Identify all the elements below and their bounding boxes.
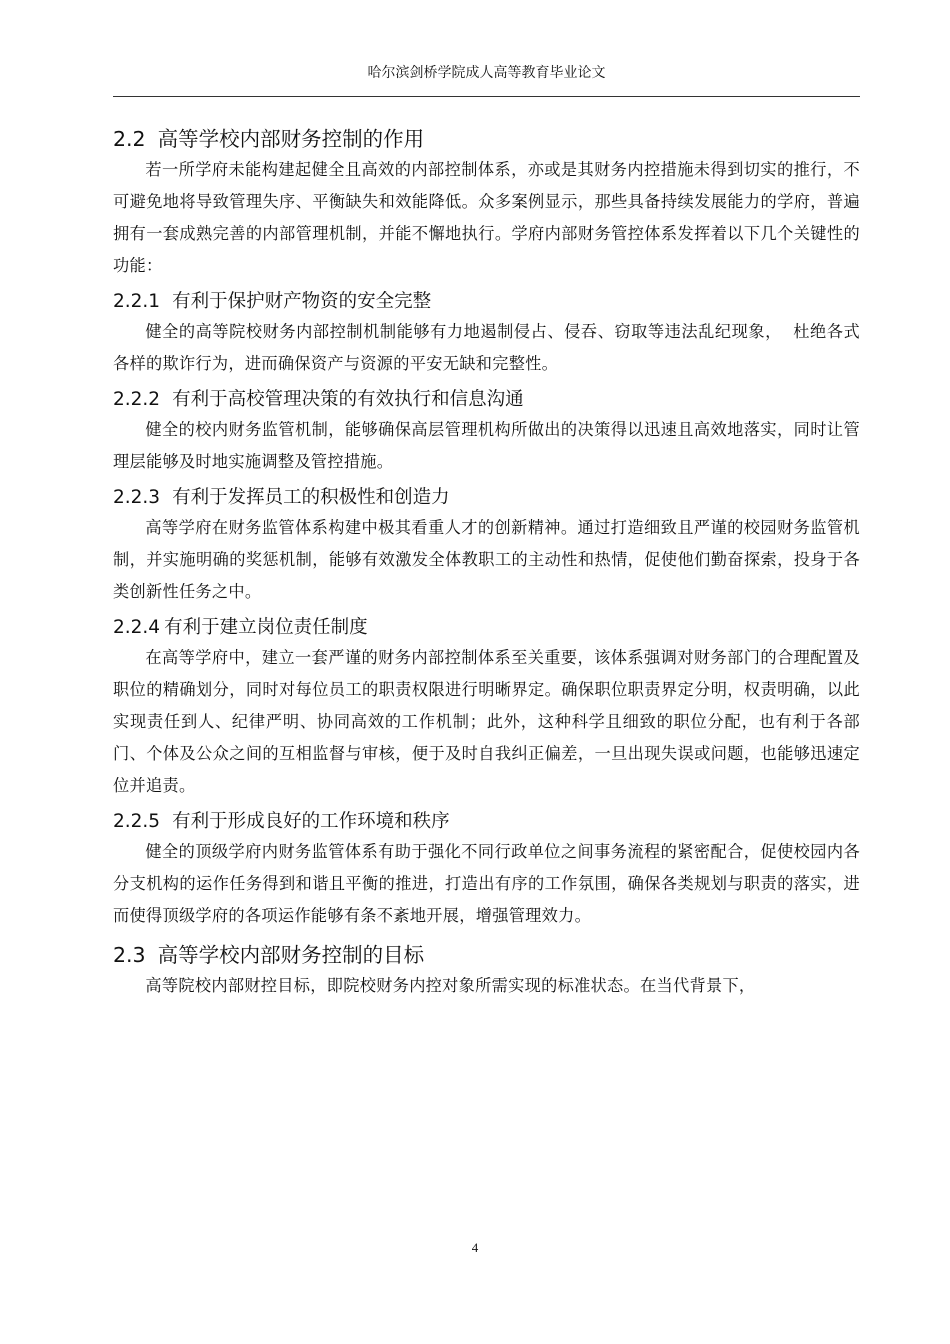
- section-title: 高等学校内部财务控制的作用: [157, 127, 425, 151]
- section-number: 2.2.5: [113, 811, 161, 832]
- section-title: 有利于高校管理决策的有效执行和信息沟通: [172, 389, 524, 410]
- section-title: 高等学校内部财务控制的目标: [157, 943, 425, 967]
- section-number: 2.2.4: [113, 617, 161, 638]
- section-2-2-5-heading: [113, 808, 860, 836]
- header-divider: [113, 96, 860, 97]
- section-2-2-1-paragraph: 健全的高等院校财务内部控制机制能够有力地遏制侵占、侵吞、窃取等违法乱纪现象， 杜绝各式各样的欺诈行为，进而确保资产与资源的平安无缺和完整性。: [113, 322, 860, 373]
- section-number: 2.2: [113, 127, 146, 151]
- section-2-3-paragraph: 高等院校内部财控目标，即院校财务内控对象所需实现的标准状态。在当代背景下，: [145, 976, 756, 995]
- section-2-2-4-heading: [113, 614, 860, 642]
- section-2-2-2-paragraph: 健全的校内财务监管机制，能够确保高层管理机构所做出的决策得以迅速且高效地落实，同时让管理层能够及时地实施调整及管控措施。: [113, 420, 860, 471]
- section-2-2-paragraph: 若一所学府未能构建起健全且高效的内部控制体系，亦或是其财务内控措施未得到切实的推行，不可避免地将导致管理失序、平衡缺失和效能降低。众多案例显示，那些具备持续发展能力的学府，普遍拥有一套成熟完善的内部管理机制，并能不懈地执行。学府内部财务管控体系发挥着以下几个关键性的功能：: [113, 160, 860, 275]
- section-number: 2.3: [113, 943, 146, 967]
- section-title: 有利于保护财产物资的安全完整: [172, 291, 432, 312]
- section-2-2-1-heading: [113, 288, 860, 316]
- section-number: 2.2.1: [113, 291, 161, 312]
- section-2-2-3-heading: [113, 484, 860, 512]
- section-2-2-5-paragraph: 健全的顶级学府内财务监管体系有助于强化不同行政单位之间事务流程的紧密配合，促使校园内各分支机构的运作任务得到和谐且平衡的推进，打造出有序的工作氛围，确保各类规划与职责的落实，进而使得顶级学府的各项运作能够有条不紊地开展，增强管理效力。: [113, 842, 860, 925]
- section-2-2-3-paragraph: 高等学府在财务监管体系构建中极其看重人才的创新精神。通过打造细致且严谨的校园财务监管机制，并实施明确的奖惩机制，能够有效激发全体教职工的主动性和热情，促使他们勤奋探索，投身于各类创新性任务之中。: [113, 518, 860, 601]
- section-title: 有利于发挥员工的积极性和创造力: [172, 487, 450, 508]
- section-2-2-2-heading: [113, 386, 860, 414]
- section-title: 有利于建立岗位责任制度: [164, 617, 368, 638]
- section-2-2-heading: [113, 124, 860, 154]
- page-content: [113, 124, 860, 1002]
- section-number: 2.2.3: [113, 487, 161, 508]
- page-number: 4: [471, 1240, 479, 1255]
- section-title: 有利于形成良好的工作环境和秩序: [172, 811, 450, 832]
- section-number: 2.2.2: [113, 389, 161, 410]
- section-2-3-heading: [113, 940, 860, 970]
- section-2-2-4-paragraph: 在高等学府中，建立一套严谨的财务内部控制体系至关重要，该体系强调对财务部门的合理配置及职位的精确划分，同时对每位员工的职责权限进行明晰界定。确保职位职责界定分明，权责明确，以此实现责任到人、纪律严明、协同高效的工作机制；此外，这种科学且细致的职位分配，也有利于各部门、个体及公众之间的互相监督与审核，便于及时自我纠正偏差，一旦出现失误或问题，也能够迅速定位并追责。: [113, 648, 860, 795]
- running-header: 哈尔滨剑桥学院成人高等教育毕业论文: [367, 65, 606, 81]
